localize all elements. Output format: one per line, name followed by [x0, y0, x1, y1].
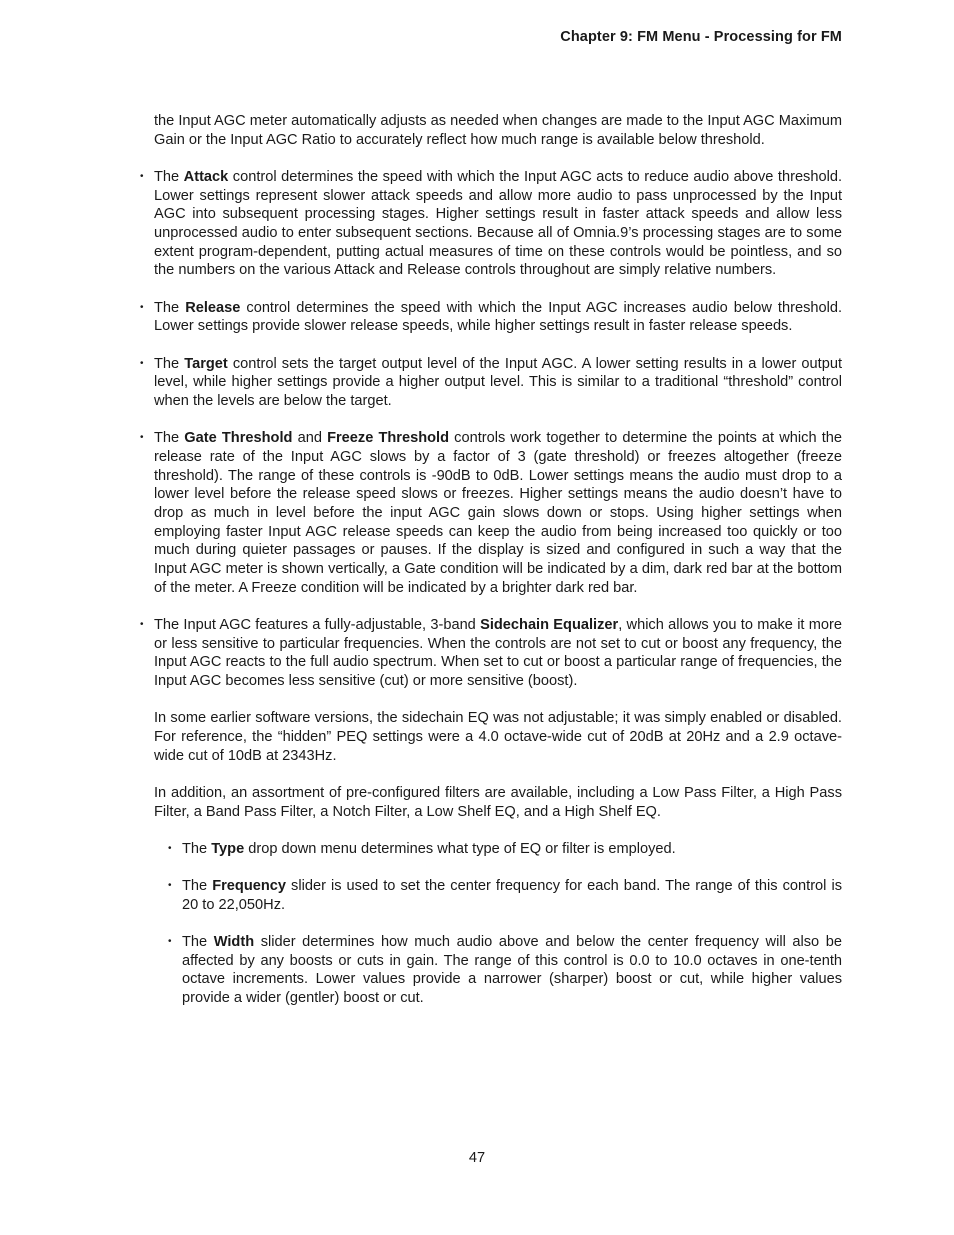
gate-freeze-bullet: • The Gate Threshold and Freeze Threshold controls work together to determine the points at which the release rate of the Input AGC slows by a factor of 3 (gate threshold) or freezes altogether (freeze threshold). The range of these controls is -90dB to 0dB. Lower settings means the audio must drop to a lower level before the release speed slows or freezes. Higher settings means the audio doesn’t have to drop as much in level before the input AGC gain slows down or stops. Using higher settings when employing faster Input AGC release speeds can keep the audio from being increased too quickly or too much during quieter passages or pauses. If the display is sized and configured in such a way that the Input AGC meter is shown vertically, a Gate condition will be indicated by a dim, dark red bar at the bottom of the meter. A Freeze condition will be indicated by a brighter dark red bar. — [140, 430, 842, 596]
attack-bullet: • The Attack control determines the speed with which the Input AGC acts to reduce audio above threshold. Lower settings represent slower attack speeds and allow more audio to pass unprocessed by the Input AGC into subsequent processing stages. Higher settings result in faster attack speeds and allow less unprocessed audio to enter subsequent sections. Because all of Omnia.9’s processing stages are to some extent program-dependent, putting actual measures of time on these controls would be pointless, and so the numbers on the various Attack and Release controls throughout are simply relative numbers. — [140, 168, 843, 279]
width-bullet: • The Width slider determines how much audio above and below the center frequency will also be affected by any boosts or cuts in gain. The range of this control is 0.0 to 10.0 octaves in one-tenth octave increments. Lower values provide a narrower (sharper) boost or cut, while higher values provide a wider (gentler) boost or cut. — [168, 933, 842, 1007]
bullet-dot: • — [140, 301, 144, 313]
filters-paragraph: In addition, an assortment of pre-configured filters are available, including a Low Pass Filter, a High Pass Filter, a Band Pass Filter, a Notch Filter, a Low Shelf EQ, and a High Shelf EQ. — [154, 784, 842, 820]
chapter-header: Chapter 9: FM Menu - Processing for FM — [560, 29, 842, 45]
bullet-dot: • — [140, 357, 144, 369]
bullet-dot: • — [140, 170, 144, 182]
bullet-dot: • — [168, 842, 172, 854]
bullet-dot: • — [140, 432, 144, 444]
release-bullet: • The Release control determines the speed with which the Input AGC increases audio below threshold. Lower settings provide slower release speeds, while higher settings result in faster release speeds. — [140, 299, 843, 335]
bullet-dot: • — [140, 618, 144, 630]
bullet-dot: • — [168, 880, 172, 891]
sidechain-bullet: • The Input AGC features a fully-adjustable, 3-band Sidechain Equalizer, which allows you to make it more or less sensitive to particular frequencies. When the controls are not set to cut or boost any frequency, the Input AGC reacts to the full audio spectrum. When set to cut or boost a particular range of frequencies, the Input AGC becomes less sensitive (cut) or more sensitive (boost). — [140, 616, 843, 690]
intro-paragraph: the Input AGC meter automatically adjusts as needed when changes are made to the Input AGC Maximum Gain or the Input AGC Ratio to accurately reflect how much range is available below threshold. — [154, 113, 842, 148]
body-text — [140, 112, 843, 1008]
frequency-bullet: • The Frequency slider is used to set the center frequency for each band. The range of this control is 20 to 22,050Hz. — [168, 878, 843, 913]
earlier-versions-paragraph: In some earlier software versions, the sidechain EQ was not adjustable; it was simply enabled or disabled. For reference, the “hidden” PEQ settings were a 4.0 octave-wide cut of 20dB at 20Hz and a 2.9 octave-wide cut of 10dB at 2343Hz. — [154, 710, 842, 764]
target-bullet: • The Target control sets the target output level of the Input AGC. A lower setting results in a lower output level, while higher settings provide a higher output level. This is similar to a traditional “threshold” control when the levels are below the target. — [140, 355, 843, 409]
page-number: 47 — [468, 1150, 486, 1166]
bullet-dot: • — [168, 935, 172, 947]
type-bullet: • The Type drop down menu determines what type of EQ or filter is employed. — [168, 840, 676, 857]
